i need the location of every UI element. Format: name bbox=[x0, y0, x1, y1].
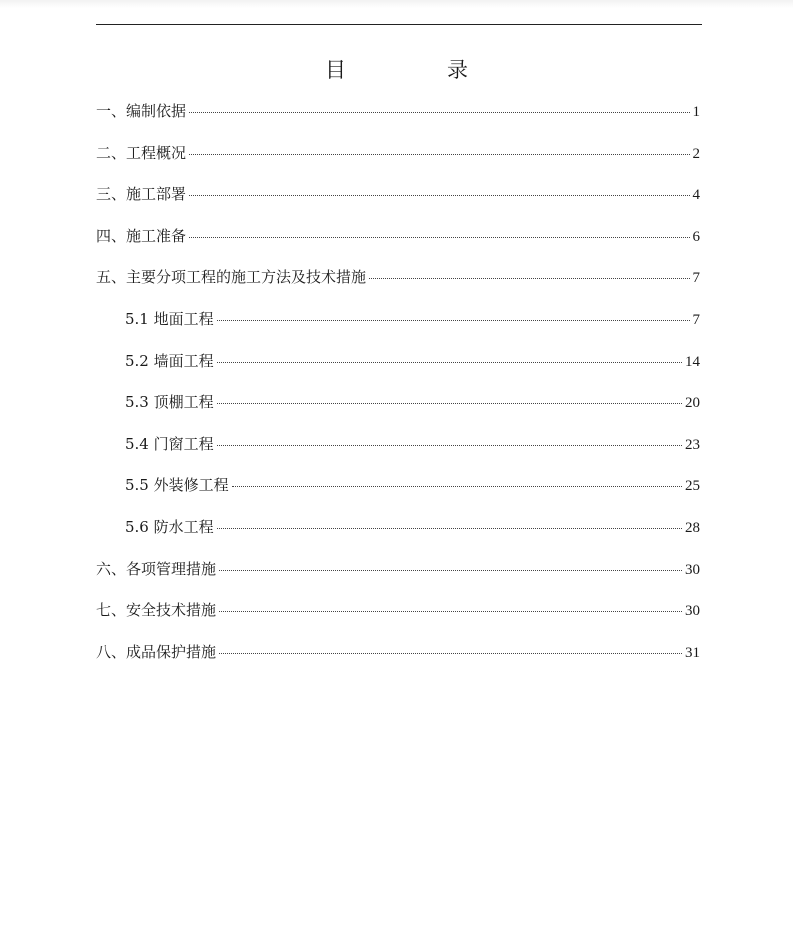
toc-entry-page: 28 bbox=[685, 519, 700, 536]
toc-entry-label: 一、编制依据 bbox=[96, 102, 187, 120]
page-top-edge bbox=[0, 0, 793, 8]
toc-entry[interactable] bbox=[96, 555, 700, 597]
toc-entry[interactable] bbox=[96, 638, 700, 680]
toc-entry-label: 5.5 外装修工程 bbox=[125, 476, 229, 495]
toc-entry[interactable] bbox=[96, 139, 700, 181]
toc-title: 目 录 bbox=[325, 58, 508, 82]
toc-subentry[interactable] bbox=[96, 305, 700, 347]
toc-entry-page: 7 bbox=[692, 270, 700, 287]
toc-entry[interactable] bbox=[96, 180, 700, 222]
toc-entry-page: 4 bbox=[692, 187, 700, 204]
toc-entry[interactable] bbox=[96, 263, 700, 305]
toc-entry-label: 七、安全技术措施 bbox=[96, 601, 217, 620]
toc-entry-label: 5.6 防水工程 bbox=[125, 517, 214, 536]
toc-entry-label: 5.4 门窗工程 bbox=[125, 434, 214, 453]
toc-list bbox=[96, 97, 700, 679]
toc-dot-leader bbox=[189, 237, 689, 238]
toc-entry-label: 六、各项管理措施 bbox=[96, 559, 217, 578]
toc-entry[interactable] bbox=[96, 97, 700, 139]
toc-subentry[interactable] bbox=[96, 388, 700, 430]
toc-dot-leader bbox=[189, 154, 689, 155]
toc-dot-leader bbox=[189, 112, 689, 113]
toc-entry[interactable] bbox=[96, 596, 700, 638]
toc-entry-label: 八、成品保护措施 bbox=[96, 642, 217, 661]
toc-entry-page: 2 bbox=[692, 145, 700, 162]
toc-entry-page: 23 bbox=[685, 436, 700, 453]
toc-dot-leader bbox=[369, 278, 689, 279]
toc-subentry[interactable] bbox=[96, 513, 700, 555]
toc-dot-leader bbox=[217, 362, 682, 363]
toc-entry-page: 1 bbox=[692, 104, 700, 120]
toc-dot-leader bbox=[217, 320, 690, 321]
toc-subentry[interactable] bbox=[96, 430, 700, 472]
toc-subentry[interactable] bbox=[96, 347, 700, 389]
toc-entry-label: 四、施工准备 bbox=[96, 226, 187, 245]
toc-entry-label: 5.3 顶棚工程 bbox=[125, 393, 214, 412]
toc-dot-leader bbox=[217, 445, 682, 446]
toc-dot-leader bbox=[219, 611, 682, 612]
toc-dot-leader bbox=[232, 486, 682, 487]
toc-entry-label: 三、施工部署 bbox=[96, 185, 187, 204]
toc-entry-label: 5.1 地面工程 bbox=[125, 309, 214, 328]
toc-subentry[interactable] bbox=[96, 471, 700, 513]
toc-entry-page: 25 bbox=[685, 478, 700, 495]
toc-entry-label: 二、工程概况 bbox=[96, 143, 187, 162]
toc-entry-page: 20 bbox=[685, 395, 700, 412]
toc-entry-label: 5.2 墙面工程 bbox=[125, 351, 214, 370]
toc-dot-leader bbox=[219, 653, 682, 654]
header-rule bbox=[96, 24, 702, 25]
toc-dot-leader bbox=[189, 195, 689, 196]
toc-entry-page: 14 bbox=[685, 353, 700, 370]
toc-entry-label: 五、主要分项工程的施工方法及技术措施 bbox=[96, 268, 367, 287]
toc-entry-page: 30 bbox=[685, 561, 700, 578]
toc-entry[interactable] bbox=[96, 222, 700, 264]
toc-entry-page: 30 bbox=[685, 603, 700, 620]
toc-entry-page: 6 bbox=[692, 228, 700, 245]
toc-entry-page: 7 bbox=[692, 311, 700, 328]
toc-entry-page: 31 bbox=[685, 644, 700, 661]
toc-dot-leader bbox=[219, 570, 682, 571]
toc-dot-leader bbox=[217, 528, 682, 529]
toc-dot-leader bbox=[217, 403, 682, 404]
